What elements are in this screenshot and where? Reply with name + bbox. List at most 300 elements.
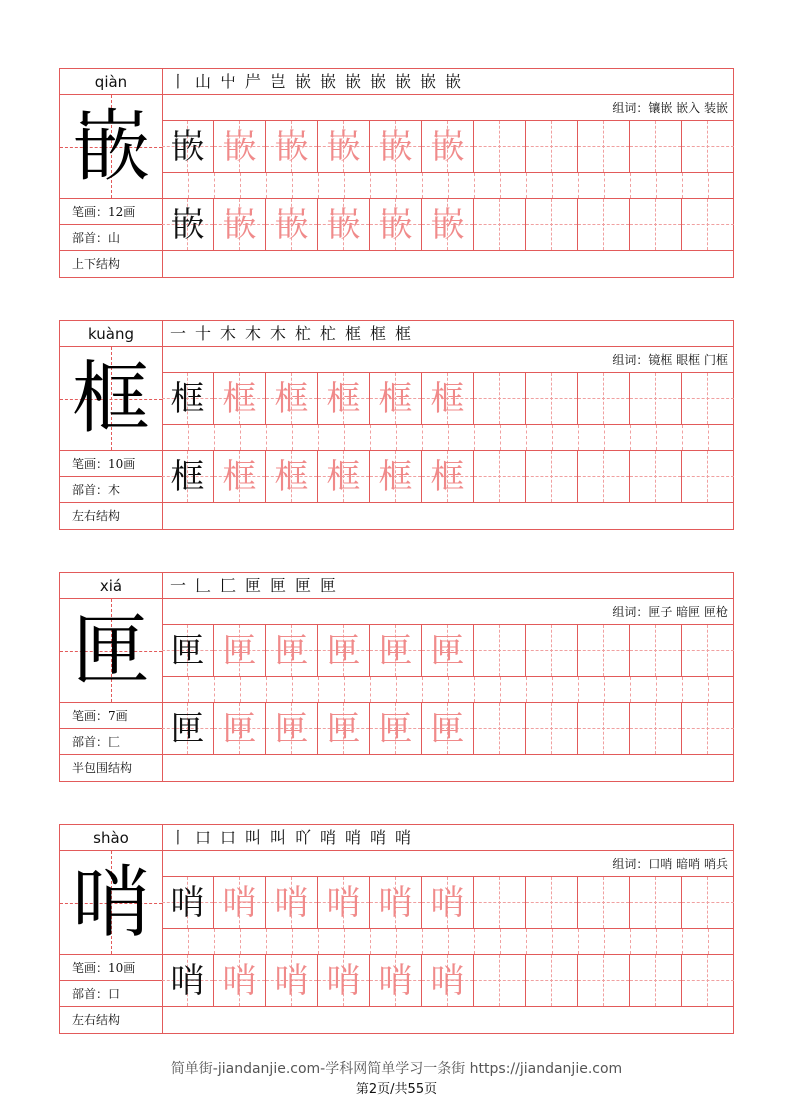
guide-line xyxy=(551,121,552,172)
guide-line xyxy=(707,955,708,1006)
practice-square[interactable] xyxy=(474,703,526,755)
practice-square[interactable] xyxy=(162,955,214,1007)
practice-square[interactable] xyxy=(422,703,474,755)
guide-line xyxy=(682,173,683,198)
stroke-step: 嵌 xyxy=(395,72,412,91)
guide-line xyxy=(604,929,605,954)
practice-square[interactable] xyxy=(578,877,630,929)
practice-card xyxy=(59,68,734,278)
guide-line xyxy=(499,373,500,424)
stroke-step: 哨 xyxy=(320,828,337,847)
guide-line xyxy=(578,677,579,702)
guide-line xyxy=(499,451,500,502)
stroke-step: 杧 xyxy=(295,324,312,343)
stroke-step: 匣 xyxy=(295,576,312,595)
practice-square[interactable] xyxy=(578,955,630,1007)
practice-square[interactable] xyxy=(370,955,422,1007)
trace-char: 哨 xyxy=(326,961,361,1001)
radical-label: 部首：山 xyxy=(60,225,162,251)
practice-square[interactable] xyxy=(214,955,266,1007)
practice-square[interactable] xyxy=(162,625,214,677)
trace-char: 匣 xyxy=(274,631,309,671)
practice-row xyxy=(162,451,734,503)
guide-line xyxy=(422,677,423,702)
practice-square[interactable] xyxy=(630,373,682,425)
trace-char: 匣 xyxy=(430,709,465,749)
guide-line xyxy=(318,425,319,450)
practice-square[interactable] xyxy=(266,703,318,755)
practice-square[interactable] xyxy=(162,703,214,755)
practice-square[interactable] xyxy=(474,199,526,251)
practice-square[interactable] xyxy=(318,451,370,503)
practice-square[interactable] xyxy=(526,877,578,929)
guide-line xyxy=(318,929,319,954)
radical-label: 部首：匚 xyxy=(60,729,162,755)
practice-square[interactable] xyxy=(682,373,734,425)
guide-line xyxy=(344,173,345,198)
guide-line xyxy=(396,677,397,702)
guide-line xyxy=(344,425,345,450)
guide-line xyxy=(448,173,449,198)
practice-card xyxy=(59,824,734,1034)
practice-square[interactable] xyxy=(474,955,526,1007)
guide-line xyxy=(707,451,708,502)
trace-char: 哨 xyxy=(274,883,309,923)
guide-line xyxy=(603,703,604,754)
model-char: 匣 xyxy=(170,631,205,671)
guide-line xyxy=(188,929,189,954)
practice-square[interactable] xyxy=(526,451,578,503)
guide-line xyxy=(655,625,656,676)
guide-line xyxy=(188,425,189,450)
guide-line xyxy=(707,703,708,754)
practice-square[interactable] xyxy=(318,625,370,677)
guide-line xyxy=(682,476,734,477)
practice-square[interactable] xyxy=(266,451,318,503)
practice-square[interactable] xyxy=(422,373,474,425)
guide-line xyxy=(603,625,604,676)
practice-square[interactable] xyxy=(266,877,318,929)
stroke-step: 嵌 xyxy=(320,72,337,91)
practice-square[interactable] xyxy=(162,199,214,251)
practice-square[interactable] xyxy=(578,703,630,755)
guide-line xyxy=(656,173,657,198)
guide-line xyxy=(396,425,397,450)
stroke-step: 匣 xyxy=(320,576,337,595)
practice-square[interactable] xyxy=(162,121,214,173)
info-panel xyxy=(59,572,163,782)
practice-square[interactable] xyxy=(682,199,734,251)
guide-line xyxy=(214,173,215,198)
practice-card xyxy=(59,320,734,530)
stroke-step: 嵌 xyxy=(345,72,362,91)
practice-square[interactable] xyxy=(526,625,578,677)
guide-line xyxy=(188,173,189,198)
guide-line xyxy=(655,877,656,928)
stroke-step: 木 xyxy=(220,324,237,343)
trace-char: 嵌 xyxy=(222,127,257,167)
practice-square[interactable] xyxy=(214,877,266,929)
practice-square[interactable] xyxy=(682,625,734,677)
structure-label: 左右结构 xyxy=(72,509,121,523)
practice-square[interactable] xyxy=(318,955,370,1007)
practice-square[interactable] xyxy=(474,451,526,503)
guide-line xyxy=(630,677,631,702)
guide-line xyxy=(630,425,631,450)
practice-square[interactable] xyxy=(682,703,734,755)
guide-line xyxy=(603,373,604,424)
guide-line xyxy=(474,173,475,198)
trace-char: 哨 xyxy=(430,961,465,1001)
guide-line xyxy=(188,677,189,702)
trace-char: 嵌 xyxy=(430,127,465,167)
guide-line xyxy=(370,677,371,702)
trace-char: 框 xyxy=(430,379,465,419)
guide-line xyxy=(552,677,553,702)
practice-square[interactable] xyxy=(370,373,422,425)
guide-line xyxy=(240,173,241,198)
practice-square[interactable] xyxy=(682,877,734,929)
guide-line xyxy=(682,398,734,399)
word-examples: 组词：匣子 暗匣 匣枪 xyxy=(162,599,734,625)
stroke-step: 框 xyxy=(370,324,387,343)
stroke-step: 框 xyxy=(395,324,412,343)
guide-line xyxy=(499,877,500,928)
practice-square[interactable] xyxy=(370,625,422,677)
trace-char: 哨 xyxy=(222,883,257,923)
practice-square[interactable] xyxy=(266,625,318,677)
practice-square[interactable] xyxy=(682,451,734,503)
info-panel xyxy=(59,824,163,1034)
practice-square[interactable] xyxy=(266,373,318,425)
practice-square[interactable] xyxy=(318,121,370,173)
guide-line xyxy=(630,929,631,954)
guide-line xyxy=(682,224,734,225)
model-char: 嵌 xyxy=(170,205,205,245)
big-char: 嵌 xyxy=(71,102,150,192)
stroke-step: 丨 xyxy=(170,828,187,847)
practice-square[interactable] xyxy=(630,703,682,755)
guide-line xyxy=(526,173,527,198)
practice-square[interactable] xyxy=(630,877,682,929)
guide-line xyxy=(655,451,656,502)
trace-char: 框 xyxy=(326,457,361,497)
stroke-count-label: 笔画：10画 xyxy=(60,451,162,477)
guide-line xyxy=(422,929,423,954)
guide-line xyxy=(474,425,475,450)
stroke-step: 吖 xyxy=(295,828,312,847)
guide-line xyxy=(682,728,734,729)
trace-char: 框 xyxy=(274,457,309,497)
guide-line xyxy=(500,677,501,702)
blank-row xyxy=(162,677,734,703)
guide-line xyxy=(448,677,449,702)
practice-square[interactable] xyxy=(630,451,682,503)
practice-square[interactable] xyxy=(630,121,682,173)
practice-square[interactable] xyxy=(370,877,422,929)
practice-square[interactable] xyxy=(578,451,630,503)
practice-square[interactable] xyxy=(214,451,266,503)
stroke-order-row xyxy=(162,825,734,851)
practice-square[interactable] xyxy=(474,121,526,173)
trace-char: 框 xyxy=(222,457,257,497)
guide-line xyxy=(240,677,241,702)
trace-char: 匣 xyxy=(274,709,309,749)
practice-square[interactable] xyxy=(370,199,422,251)
guide-line xyxy=(682,929,683,954)
guide-line xyxy=(682,902,734,903)
guide-line xyxy=(266,929,267,954)
guide-line xyxy=(707,373,708,424)
practice-square[interactable] xyxy=(162,451,214,503)
stroke-step: 口 xyxy=(220,828,237,847)
blank-row xyxy=(162,929,734,955)
model-char: 匣 xyxy=(170,709,205,749)
stroke-step: 嵌 xyxy=(370,72,387,91)
guide-line xyxy=(396,929,397,954)
radical-label: 部首：木 xyxy=(60,477,162,503)
guide-line xyxy=(603,121,604,172)
big-char-box xyxy=(60,347,162,451)
practice-square[interactable] xyxy=(214,703,266,755)
practice-card xyxy=(59,572,734,782)
trace-char: 嵌 xyxy=(326,205,361,245)
practice-square[interactable] xyxy=(682,121,734,173)
structure-label: 半包围结构 xyxy=(72,761,133,775)
guide-line xyxy=(499,121,500,172)
practice-row xyxy=(162,199,734,251)
guide-line xyxy=(708,173,709,198)
practice-square[interactable] xyxy=(578,373,630,425)
big-char-box xyxy=(60,95,162,199)
guide-line xyxy=(551,955,552,1006)
trace-char: 匣 xyxy=(326,631,361,671)
guide-line xyxy=(214,425,215,450)
stroke-step: 丨 xyxy=(170,72,187,91)
stroke-step: 匚 xyxy=(220,576,237,595)
stroke-step: 哨 xyxy=(395,828,412,847)
guide-line xyxy=(292,173,293,198)
practice-square[interactable] xyxy=(318,877,370,929)
practice-square[interactable] xyxy=(318,199,370,251)
practice-square[interactable] xyxy=(526,199,578,251)
stroke-step: 叫 xyxy=(270,828,287,847)
practice-square[interactable] xyxy=(474,877,526,929)
guide-line xyxy=(578,425,579,450)
stroke-order-row xyxy=(162,573,734,599)
guide-line xyxy=(344,929,345,954)
practice-square[interactable] xyxy=(630,625,682,677)
blank-row xyxy=(162,425,734,451)
guide-line xyxy=(655,703,656,754)
guide-line xyxy=(707,877,708,928)
practice-square[interactable] xyxy=(214,625,266,677)
practice-square[interactable] xyxy=(422,625,474,677)
guide-line xyxy=(551,199,552,250)
stroke-step: 嵌 xyxy=(445,72,462,91)
practice-square[interactable] xyxy=(422,121,474,173)
trace-char: 匣 xyxy=(326,709,361,749)
trace-char: 匣 xyxy=(430,631,465,671)
guide-line xyxy=(655,373,656,424)
practice-square[interactable] xyxy=(578,625,630,677)
practice-square[interactable] xyxy=(578,121,630,173)
guide-line xyxy=(682,425,683,450)
guide-line xyxy=(603,199,604,250)
trace-char: 框 xyxy=(274,379,309,419)
practice-row xyxy=(162,625,734,677)
practice-square[interactable] xyxy=(526,373,578,425)
guide-line xyxy=(370,425,371,450)
practice-square[interactable] xyxy=(682,955,734,1007)
blank-row xyxy=(162,173,734,199)
guide-line xyxy=(603,451,604,502)
info-panel xyxy=(59,68,163,278)
stroke-step: 叫 xyxy=(245,828,262,847)
practice-square[interactable] xyxy=(474,625,526,677)
practice-square[interactable] xyxy=(630,199,682,251)
practice-square[interactable] xyxy=(526,703,578,755)
guide-line xyxy=(474,677,475,702)
stroke-step: 框 xyxy=(345,324,362,343)
practice-square[interactable] xyxy=(422,451,474,503)
practice-square[interactable] xyxy=(422,955,474,1007)
guide-line xyxy=(552,425,553,450)
practice-square[interactable] xyxy=(422,877,474,929)
practice-row xyxy=(162,877,734,929)
guide-line xyxy=(604,677,605,702)
guide-line xyxy=(656,929,657,954)
guide-line xyxy=(578,929,579,954)
practice-square[interactable] xyxy=(578,199,630,251)
trace-char: 嵌 xyxy=(430,205,465,245)
radical-label: 部首：口 xyxy=(60,981,162,1007)
stroke-order-row xyxy=(162,321,734,347)
guide-line xyxy=(682,677,683,702)
practice-grid-panel xyxy=(162,68,734,278)
trace-char: 嵌 xyxy=(274,127,309,167)
big-char: 哨 xyxy=(71,858,150,948)
page-number: 第2页/共55页 xyxy=(355,1082,438,1097)
practice-square[interactable] xyxy=(266,955,318,1007)
practice-square[interactable] xyxy=(318,373,370,425)
structure-label: 上下结构 xyxy=(72,257,121,271)
trace-char: 哨 xyxy=(430,883,465,923)
word-examples: 组词：镶嵌 嵌入 装嵌 xyxy=(162,95,734,121)
guide-line xyxy=(499,625,500,676)
trace-char: 匣 xyxy=(378,631,413,671)
guide-line xyxy=(448,929,449,954)
stroke-step: 杧 xyxy=(320,324,337,343)
trace-char: 哨 xyxy=(222,961,257,1001)
practice-square[interactable] xyxy=(474,373,526,425)
guide-line xyxy=(370,173,371,198)
guide-line xyxy=(551,703,552,754)
footer-watermark: 简单街-jiandanjie.com-学科网简单学习一条街 https://jiandanjie.com xyxy=(170,1061,623,1077)
guide-line xyxy=(707,199,708,250)
guide-line xyxy=(318,677,319,702)
practice-square[interactable] xyxy=(422,199,474,251)
stroke-step: 口 xyxy=(195,828,212,847)
practice-square[interactable] xyxy=(318,703,370,755)
guide-line xyxy=(240,929,241,954)
practice-square[interactable] xyxy=(630,955,682,1007)
practice-square[interactable] xyxy=(266,199,318,251)
trace-char: 框 xyxy=(378,379,413,419)
guide-line xyxy=(656,677,657,702)
guide-line xyxy=(526,425,527,450)
practice-square[interactable] xyxy=(370,121,422,173)
trace-char: 哨 xyxy=(274,961,309,1001)
trace-char: 嵌 xyxy=(378,127,413,167)
trace-char: 匣 xyxy=(222,631,257,671)
stroke-step: 岂 xyxy=(270,72,287,91)
practice-square[interactable] xyxy=(526,955,578,1007)
big-char-box xyxy=(60,851,162,955)
stroke-step: 哨 xyxy=(370,828,387,847)
practice-square[interactable] xyxy=(162,373,214,425)
structure-label: 左右结构 xyxy=(72,1013,121,1027)
pinyin-label: kuàng xyxy=(60,321,162,347)
model-char: 框 xyxy=(170,379,205,419)
guide-line xyxy=(448,425,449,450)
guide-line xyxy=(551,451,552,502)
stroke-step: 嵌 xyxy=(295,72,312,91)
practice-square[interactable] xyxy=(370,451,422,503)
stroke-step: 木 xyxy=(245,324,262,343)
guide-line xyxy=(708,929,709,954)
practice-square[interactable] xyxy=(370,703,422,755)
stroke-step: 匣 xyxy=(270,576,287,595)
guide-line xyxy=(266,425,267,450)
guide-line xyxy=(630,173,631,198)
practice-grid-panel xyxy=(162,572,734,782)
stroke-count-label: 笔画：10画 xyxy=(60,955,162,981)
practice-square[interactable] xyxy=(526,121,578,173)
trace-char: 框 xyxy=(430,457,465,497)
pinyin-label: xiá xyxy=(60,573,162,599)
guide-line xyxy=(656,425,657,450)
guide-line xyxy=(500,425,501,450)
practice-square[interactable] xyxy=(162,877,214,929)
practice-square[interactable] xyxy=(214,199,266,251)
big-char-box xyxy=(60,599,162,703)
stroke-count-label: 笔画：7画 xyxy=(60,703,162,729)
pinyin-label: qiàn xyxy=(60,69,162,95)
practice-square[interactable] xyxy=(266,121,318,173)
trace-char: 框 xyxy=(222,379,257,419)
practice-grid-panel xyxy=(162,824,734,1034)
trace-char: 嵌 xyxy=(222,205,257,245)
trace-char: 框 xyxy=(326,379,361,419)
guide-line xyxy=(708,425,709,450)
practice-square[interactable] xyxy=(214,373,266,425)
guide-line xyxy=(370,929,371,954)
guide-line xyxy=(499,955,500,1006)
trace-char: 匣 xyxy=(222,709,257,749)
practice-square[interactable] xyxy=(214,121,266,173)
practice-row xyxy=(162,703,734,755)
guide-line xyxy=(578,173,579,198)
guide-line xyxy=(708,677,709,702)
guide-line xyxy=(604,173,605,198)
guide-line xyxy=(240,425,241,450)
guide-line xyxy=(526,929,527,954)
guide-line xyxy=(551,877,552,928)
big-char: 框 xyxy=(71,354,150,444)
stroke-step: 哨 xyxy=(345,828,362,847)
guide-line xyxy=(266,173,267,198)
